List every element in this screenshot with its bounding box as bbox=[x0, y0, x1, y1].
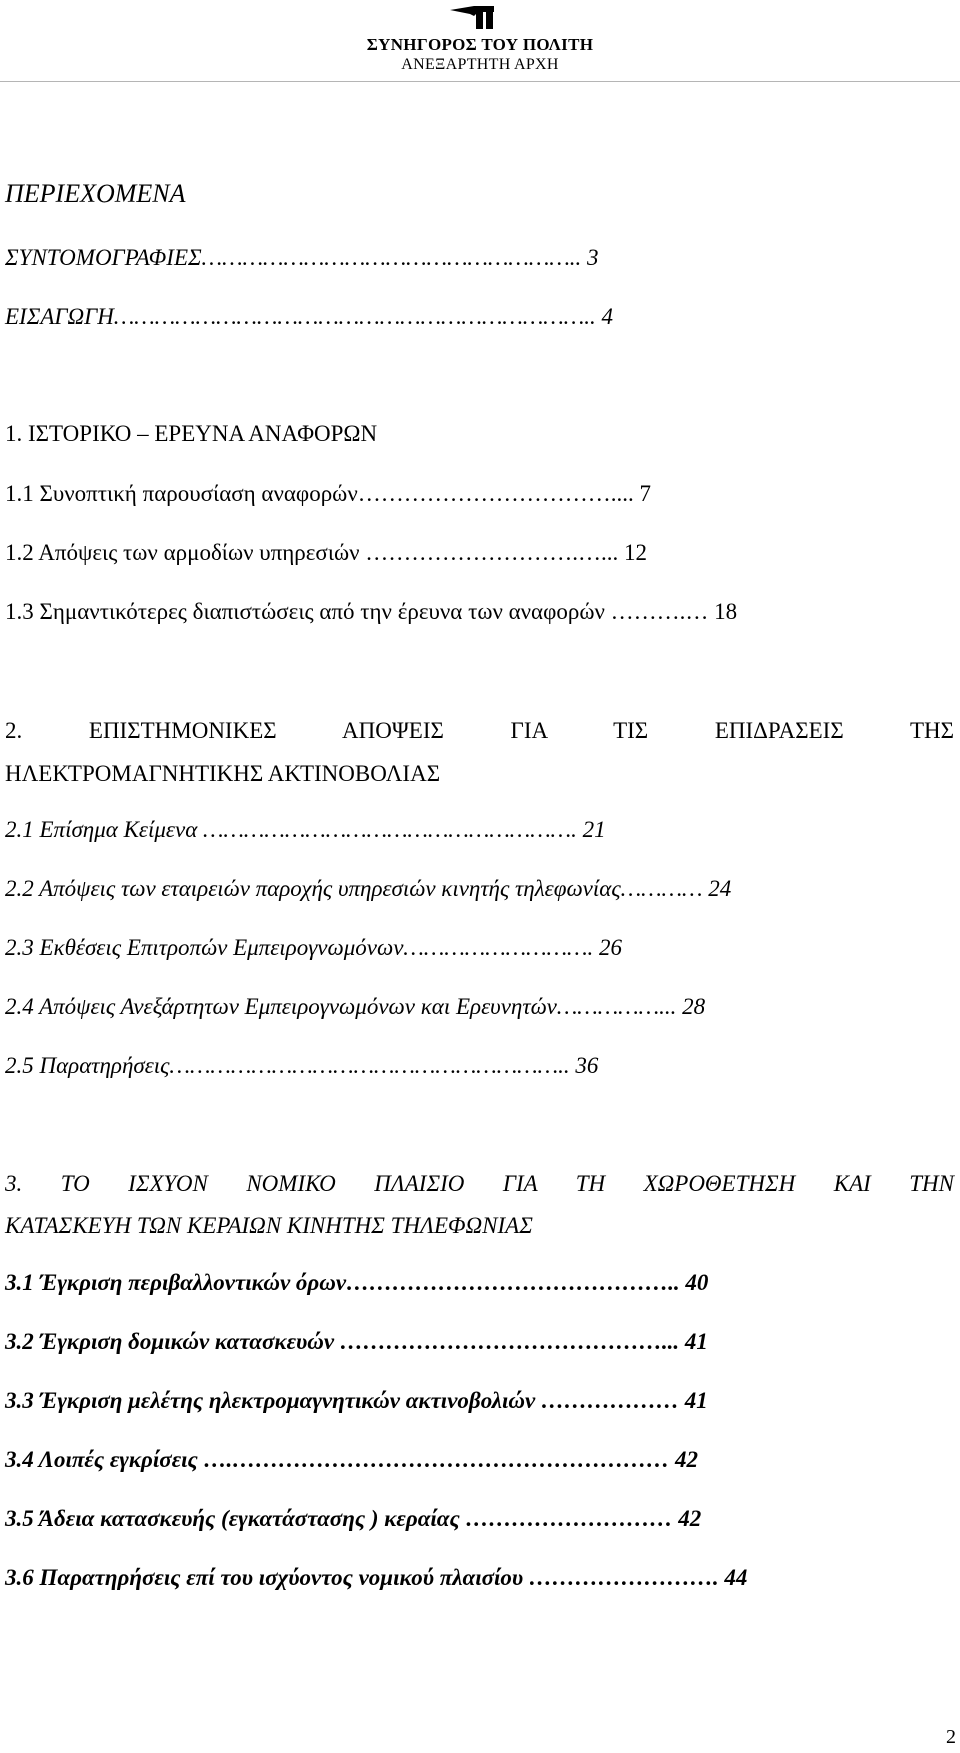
toc-heading: ΠΕΡΙΕΧΟΜΕΝΑ bbox=[5, 179, 186, 208]
toc-entry-2-1: 2.1 Επίσημα Κείμενα ………………………………………………. 21 bbox=[5, 817, 606, 842]
page-number: 2 bbox=[946, 1726, 956, 1748]
document-header bbox=[0, 0, 960, 80]
toc-section-1-title: 1. ΙΣΤΟΡΙΚΟ – ΕΡΕΥΝΑ ΑΝΑΦΟΡΩΝ bbox=[5, 421, 378, 446]
toc-entry-1-3: 1.3 Σημαντικότερες διαπιστώσεις από την έρευνα των αναφορών ……….… 18 bbox=[5, 599, 738, 624]
toc-entry-1-2: 1.2 Απόψεις των αρμοδίων υπηρεσιών ……………………….…... 12 bbox=[5, 540, 648, 565]
ombudsman-logo-icon bbox=[448, 2, 498, 30]
header-divider bbox=[0, 81, 960, 82]
organization-name: ΣΥΝΗΓΟΡΟΣ ΤΟΥ ΠΟΛΙΤΗ bbox=[366, 35, 594, 54]
toc-entry-2-5: 2.5 Παρατηρήσεις………………………………………………….. 36 bbox=[5, 1053, 599, 1078]
toc-section-2-title-line2: ΗΛΕΚΤΡΟΜΑΓΝΗΤΙΚΗΣ ΑΚΤΙΝΟΒΟΛΙΑΣ bbox=[5, 761, 441, 786]
toc-entry-3-6: 3.6 Παρατηρήσεις επί του ισχύοντος νομικού πλαισίου ……………………. 44 bbox=[5, 1565, 748, 1590]
toc-entry-1-1: 1.1 Συνοπτική παρουσίαση αναφορών…………………………….... 7 bbox=[5, 481, 651, 506]
toc-entry-introduction: ΕΙΣΑΓΩΓΗ…………………………………………………………….. 4 bbox=[5, 304, 613, 329]
toc-section-3-title-line1: 3. ΤΟ ΙΣΧΥΟΝ ΝΟΜΙΚΟ ΠΛΑΙΣΙΟ ΓΙΑ ΤΗ ΧΩΡΟΘΕΤΗΣΗ ΚΑΙ ΤΗΝ bbox=[5, 1171, 954, 1196]
organization-subtitle: ΑΝΕΞΑΡΤΗΤΗ ΑΡΧΗ bbox=[401, 56, 559, 73]
toc-entry-3-3: 3.3 Έγκριση μελέτης ηλεκτρομαγνητικών ακτινοβολιών ……………… 41 bbox=[5, 1388, 708, 1413]
toc-entry-2-4: 2.4 Απόψεις Ανεξάρτητων Εμπειρογνωμόνων και Ερευνητών……………... 28 bbox=[5, 994, 706, 1019]
toc-entry-2-3: 2.3 Εκθέσεις Επιτροπών Εμπειρογνωμόνων………………………. 26 bbox=[5, 935, 622, 960]
toc-entry-abbreviations: ΣΥΝΤΟΜΟΓΡΑΦΙΕΣ……………………………………………….. 3 bbox=[5, 245, 599, 270]
toc-section-3-title-line2: ΚΑΤΑΣΚΕΥΗ ΤΩΝ ΚΕΡΑΙΩΝ ΚΙΝΗΤΗΣ ΤΗΛΕΦΩΝΙΑΣ bbox=[5, 1213, 533, 1238]
toc-entry-3-1: 3.1 Έγκριση περιβαλλοντικών όρων…………………………………….. 40 bbox=[5, 1270, 709, 1295]
toc-entry-3-5: 3.5 Άδεια κατασκευής (εγκατάστασης ) κεραίας ……………………… 42 bbox=[5, 1506, 702, 1531]
toc-entry-3-4: 3.4 Λοιπές εγκρίσεις ….………………………………………………… 42 bbox=[5, 1447, 699, 1472]
toc-entry-3-2: 3.2 Έγκριση δομικών κατασκευών ……………………………………... 41 bbox=[5, 1329, 708, 1354]
toc-section-2-title-line1: 2. ΕΠΙΣΤΗΜΟΝΙΚΕΣ ΑΠΟΨΕΙΣ ΓΙΑ ΤΙΣ ΕΠΙΔΡΑΣΕΙΣ ΤΗΣ bbox=[5, 718, 954, 743]
toc-entry-2-2: 2.2 Απόψεις των εταιρειών παροχής υπηρεσιών κινητής τηλεφωνίας………… 24 bbox=[5, 876, 732, 901]
